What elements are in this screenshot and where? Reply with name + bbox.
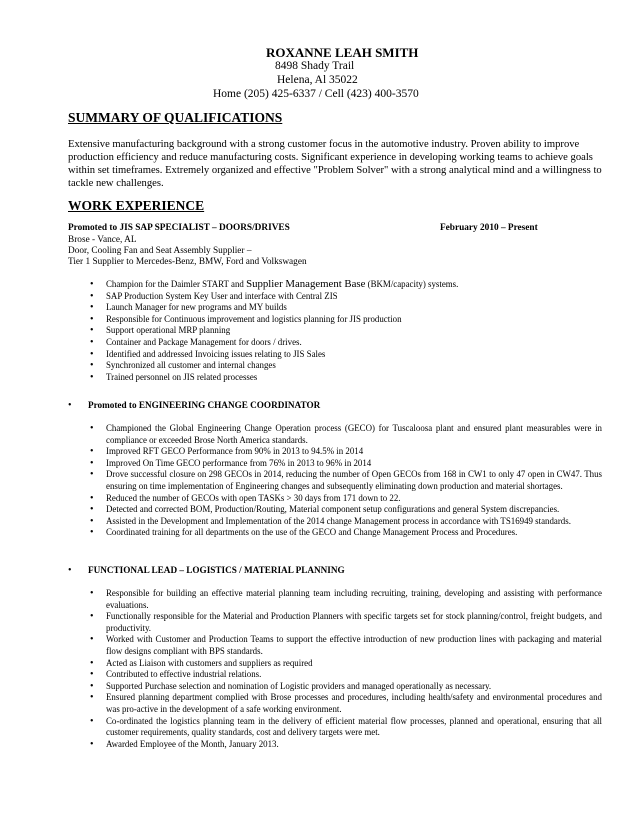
engineering-change-duties (90, 423, 602, 539)
bullet-icon: • (90, 371, 94, 383)
bullet-icon: • (90, 738, 94, 750)
list-item: • Detected and corrected BOM, Production/Routing, Material component setup configurations and general System discrepancies. (90, 504, 560, 516)
work-experience-heading: WORK EXPERIENCE (68, 198, 205, 213)
bullet-icon: • (90, 527, 94, 539)
list-item: • Co-ordinated the logistics planning team in the delivery of efficient material flow processes, planned and operational, ensuring that all customer requirements, quality standards, cost and delivery targets were met. (90, 715, 602, 738)
list-item: • Reduced the number of GECOs with open TASKs > 30 days from 171 down to 22. (90, 492, 401, 504)
jis-specialist-duties (90, 279, 602, 383)
bullet-icon: • (90, 611, 94, 623)
list-item: • Launch Manager for new programs and MY builds (90, 302, 287, 314)
applicant-name: ROXANNE LEAH SMITH (266, 45, 419, 60)
functional-lead-subheading: • FUNCTIONAL LEAD – LOGISTICS / MATERIAL PLANNING (68, 565, 345, 576)
list-item: • Responsible for Continuous improvement and logistics planning for JIS production (90, 313, 402, 325)
list-item: • Container and Package Management for doors / drives. (90, 336, 302, 348)
bullet-icon: • (90, 360, 94, 372)
phone-numbers: Home (205) 425-6337 / Cell (423) 400-3570 (213, 88, 419, 100)
bullet-icon: • (90, 348, 94, 360)
list-item: • Awarded Employee of the Month, January 2013. (90, 738, 279, 750)
job-dates: February 2010 – Present (440, 223, 538, 233)
list-item: • Synchronized all customer and internal changes (90, 360, 276, 372)
list-item: • Worked with Customer and Production Teams to support the effective introduction of new production lines with packaging and material flow designs compliant with BPS standards. (90, 634, 602, 656)
bullet-icon: • (68, 565, 72, 576)
list-item: • Ensured planning department complied with Brose processes and procedures, including health/safety and environmental procedures and was pro-active in the development of a safe working environment. (90, 692, 602, 714)
list-item: • Contributed to effective industrial relations. (90, 669, 262, 681)
bullet-icon: • (90, 715, 94, 727)
list-item: • Improved On Time GECO performance from 76% in 2013 to 96% in 2014 (90, 457, 372, 469)
bullet-icon: • (90, 336, 94, 348)
job-title: Promoted to JIS SAP SPECIALIST – DOORS/DRIVES (68, 223, 290, 233)
bullet-icon: • (90, 515, 94, 527)
list-item: • Improved RFT GECO Performance from 90% in 2013 to 94.5% in 2014 (90, 446, 364, 458)
list-item: • Champion for the Daimler START and Supplier Management Base (BKM/capacity) systems. (90, 278, 459, 290)
bullet-icon: • (90, 634, 94, 646)
bullet-icon: • (90, 504, 94, 516)
functional-lead-duties (90, 588, 602, 750)
city-state-zip: Helena, Al 35022 (277, 74, 358, 86)
bullet-icon: • (90, 423, 94, 434)
bullet-icon: • (90, 669, 94, 681)
bullet-icon: • (90, 692, 94, 704)
bullet-icon: • (90, 588, 94, 599)
list-item: • Assisted in the Development and Implementation of the 2014 change Management process in accordance with TS16949 standards. (90, 515, 571, 527)
list-item: • Drove successful closure on 298 GECOs in 2014, reducing the number of Open GECOs from 168 in CW1 to only 47 open in CW47. Thus ensuring on time implementation of Engineering changes and subsequently eliminating down production and material shortages. (90, 469, 602, 491)
bullet-icon: • (90, 313, 94, 325)
employer-customers: Tier 1 Supplier to Mercedes-Benz, BMW, Ford and Volkswagen (68, 257, 307, 267)
list-item: • Responsible for building an effective material planning team including recruiting, training, developing and assisting with performance evaluations. (90, 588, 602, 610)
bullet-icon: • (90, 279, 94, 290)
summary-text: Extensive manufacturing background with a strong customer focus in the automotive industry. Proven ability to improve production efficiency and reduce manufacturing costs. Significant experience in developing working teams to achieve goals within set timeframes. Extremely organized and effective "Problem Solver" with a strong analytical mind and a willingness to tackle new challenges. (68, 139, 602, 189)
bullet-icon: • (90, 302, 94, 314)
bullet-icon: • (90, 680, 94, 692)
bullet-icon: • (68, 400, 72, 411)
employer-description: Door, Cooling Fan and Seat Assembly Supplier – (68, 246, 252, 256)
bullet-icon: • (90, 446, 94, 458)
list-item: • Trained personnel on JIS related processes (90, 371, 258, 383)
list-item: • Identified and addressed Invoicing issues relating to JIS Sales (90, 348, 326, 360)
list-item: • Supported Purchase selection and nomination of Logistic providers and managed operationally as necessary. (90, 680, 492, 692)
bullet-icon: • (90, 325, 94, 337)
list-item: • SAP Production System Key User and interface with Central ZIS (90, 290, 338, 302)
list-item: • Championed the Global Engineering Change Operation process (GECO) for Tuscaloosa plant and ensured plant measurables were in compliance or exceeded Brose North America standards. (90, 423, 602, 445)
bullet-icon: • (90, 469, 94, 481)
engineering-change-subheading: • Promoted to ENGINEERING CHANGE COORDINATOR (68, 400, 321, 411)
list-item: • Support operational MRP planning (90, 325, 231, 337)
street-address: 8498 Shady Trail (275, 60, 355, 72)
employer: Brose - Vance, AL (68, 235, 137, 245)
bullet-icon: • (90, 290, 94, 302)
bullet-icon: • (90, 457, 94, 469)
summary-heading: SUMMARY OF QUALIFICATIONS (68, 110, 283, 125)
list-item: • Coordinated training for all departments on the use of the GECO and Change Management Process and Procedures. (90, 527, 518, 539)
list-item: • Acted as Liaison with customers and suppliers as required (90, 657, 313, 669)
list-item: • Functionally responsible for the Material and Production Planners with specific targets set for stock planning/control, freight budgets, and productivity. (90, 611, 602, 633)
bullet-icon: • (90, 492, 94, 504)
bullet-icon: • (90, 657, 94, 669)
